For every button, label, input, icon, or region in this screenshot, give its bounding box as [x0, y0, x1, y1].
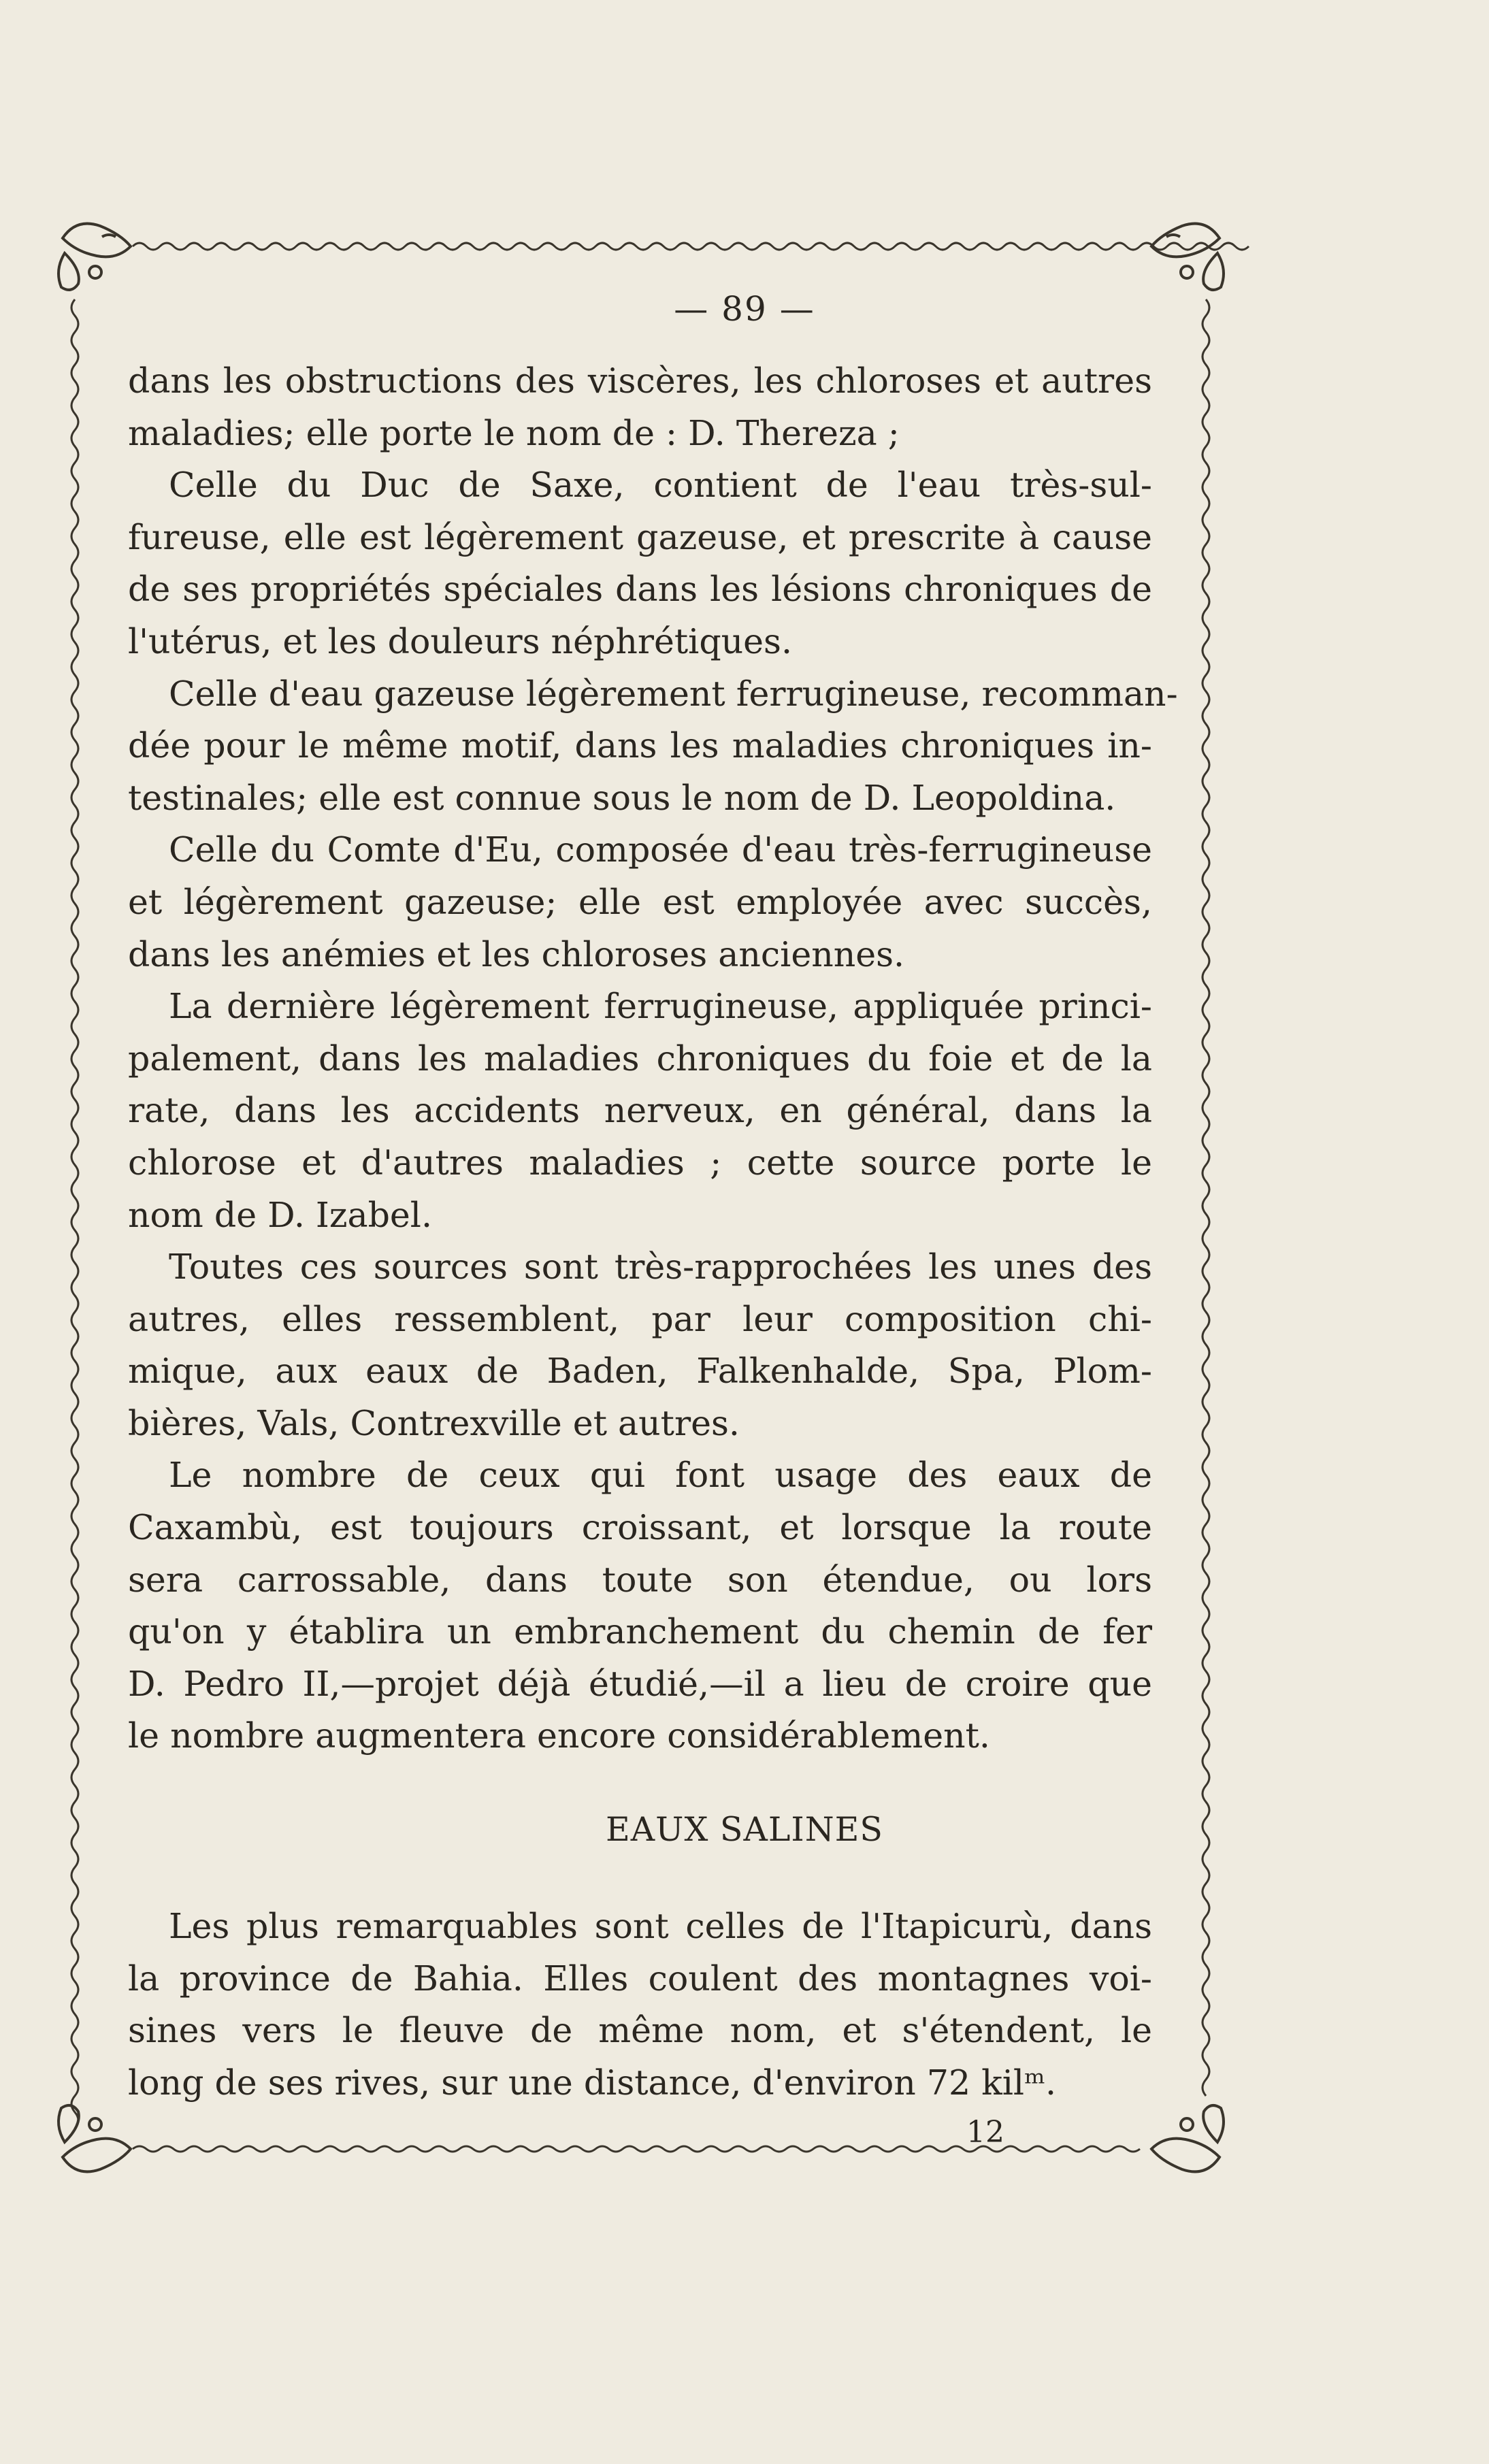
text-line: Celle d'eau gazeuse légèrement ferrugineuse, recomman-: [169, 673, 1178, 714]
text-line: D. Pedro II,—projet déjà étudié,—il a lieu de croire que: [128, 1663, 1152, 1704]
text-line: Celle du Duc de Saxe, contient de l'eau très-sul-: [169, 465, 1152, 506]
corner-ornament-bottom-right: [1151, 2105, 1224, 2171]
text-line: qu'on y établira un embranchement du chemin de fer: [128, 1611, 1152, 1652]
text-line: Les plus remarquables sont celles de l'Itapicurù, dans: [169, 1906, 1152, 1946]
text-line: rate, dans les accidents nerveux, en général, dans la: [128, 1090, 1152, 1131]
text-line: dans les obstructions des viscères, les chloroses et autres: [128, 361, 1152, 401]
text-line: sines vers le fleuve de même nom, et s'étendent, le: [128, 2010, 1152, 2051]
text-line: bières, Vals, Contrexville et autres.: [128, 1402, 740, 1443]
text-line: Celle du Comte d'Eu, composée d'eau très-ferrugineuse: [169, 829, 1152, 870]
text-line: palement, dans les maladies chroniques du foie et de la: [128, 1038, 1152, 1079]
signature-mark: 12: [966, 2115, 1004, 2150]
corner-ornament-top-left: [59, 224, 131, 290]
text-line: le nombre augmentera encore considérablement.: [128, 1715, 990, 1756]
text-line: chlorose et d'autres maladies ; cette source porte le: [128, 1142, 1152, 1183]
text-line: La dernière légèrement ferrugineuse, appliquée princi-: [169, 986, 1152, 1027]
section-title: EAUX SALINES: [606, 1810, 883, 1849]
text-line: dée pour le même motif, dans les maladies chroniques in-: [128, 725, 1152, 766]
text-line: long de ses rives, sur une distance, d'environ 72 kilᵐ.: [128, 2062, 1057, 2103]
paragraph: [128, 459, 1152, 668]
text-line: Le nombre de ceux qui font usage des eaux de: [169, 1455, 1152, 1496]
text-line: maladies; elle porte le nom de : D. Thereza ;: [128, 412, 900, 453]
corner-ornament-bottom-left: [59, 2105, 131, 2171]
text-line: de ses propriétés spéciales dans les lésions chroniques de: [128, 569, 1152, 610]
top-wavy-rule: [133, 243, 1249, 250]
text-line: Caxambù, est toujours croissant, et lorsque la route: [128, 1507, 1152, 1548]
text-line: fureuse, elle est légèrement gazeuse, et prescrite à cause: [128, 516, 1152, 557]
paragraph: [128, 1241, 1152, 1449]
text-line: autres, elles ressemblent, par leur composition chi-: [128, 1298, 1152, 1339]
text-line: nom de D. Izabel.: [128, 1194, 433, 1235]
text-line: dans les anémies et les chloroses anciennes.: [128, 934, 905, 974]
text-line: et légèrement gazeuse; elle est employée avec succès,: [128, 881, 1152, 922]
paragraph: [128, 668, 1178, 825]
paragraph: [128, 1901, 1152, 2109]
paragraph: [128, 1449, 1152, 1762]
text-line: la province de Bahia. Elles coulent des montagnes voi-: [128, 1958, 1152, 1999]
corner-ornament-top-right: [1151, 224, 1224, 290]
paragraph: [128, 355, 1152, 459]
body-text: [128, 355, 1178, 1762]
left-wavy-rule: [71, 299, 78, 2129]
section-body-text: [128, 1901, 1152, 2109]
text-line: l'utérus, et les douleurs néphrétiques.: [128, 621, 793, 661]
text-line: sera carrossable, dans toute son étendue, ou lors: [128, 1559, 1152, 1600]
text-line: mique, aux eaux de Baden, Falkenhalde, Spa, Plom-: [128, 1351, 1152, 1392]
text-line: testinales; elle est connue sous le nom de D. Leopoldina.: [128, 777, 1116, 818]
text-line: Toutes ces sources sont très-rapprochées les unes des: [169, 1247, 1152, 1287]
paragraph: [128, 824, 1152, 981]
paragraph: [128, 981, 1152, 1241]
page-number: — 89 —: [674, 289, 815, 329]
